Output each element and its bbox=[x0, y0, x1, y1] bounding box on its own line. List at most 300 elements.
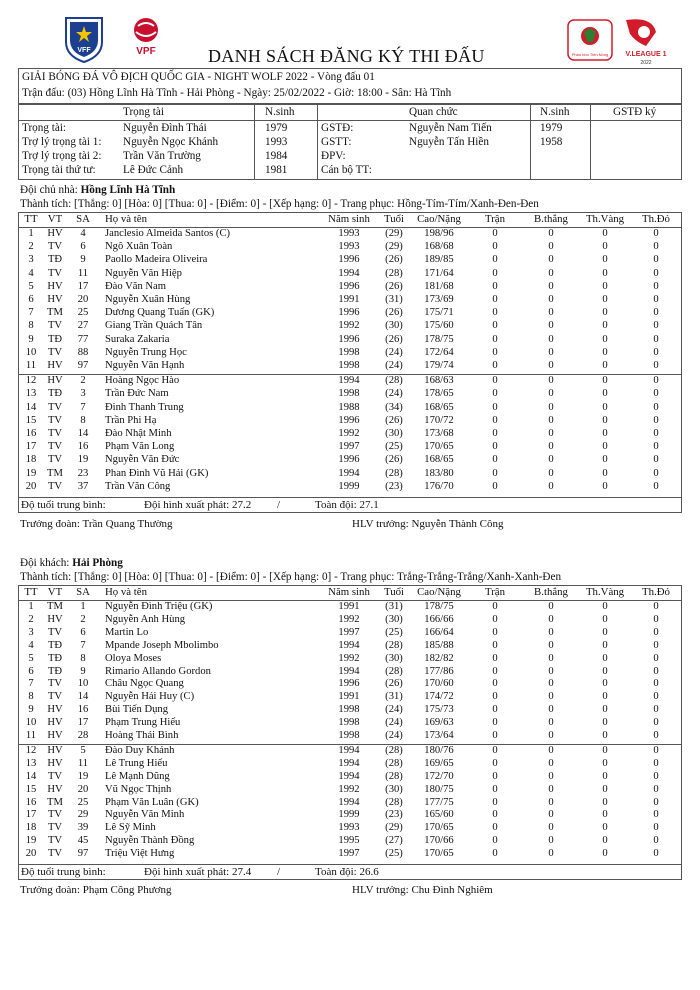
yellow-cards: 0 bbox=[602, 704, 608, 716]
avg-age-separator: / bbox=[277, 866, 281, 878]
height-weight: 180/76 bbox=[424, 744, 454, 756]
goals: 0 bbox=[548, 333, 554, 345]
shirt-order: 5 bbox=[28, 280, 34, 292]
shirt-number: 27 bbox=[77, 320, 89, 332]
yellow-cards: 0 bbox=[602, 626, 608, 638]
signature-col-header: GSTĐ ký bbox=[613, 106, 657, 118]
shirt-order: 16 bbox=[25, 428, 37, 439]
matches: 0 bbox=[492, 809, 498, 821]
player-name: Nguyễn Hải Huy (C) bbox=[105, 691, 195, 703]
goals: 0 bbox=[548, 770, 554, 782]
shirt-number: 77 bbox=[77, 333, 89, 345]
red-cards: 0 bbox=[653, 744, 659, 756]
matches: 0 bbox=[492, 267, 498, 279]
svg-text:V.LEAGUE 1: V.LEAGUE 1 bbox=[625, 51, 667, 58]
height-weight: 178/75 bbox=[424, 601, 454, 612]
red-cards: 0 bbox=[653, 601, 659, 612]
year-col-header: N.sinh bbox=[265, 106, 295, 118]
yellow-cards: 0 bbox=[602, 280, 608, 292]
matches: 0 bbox=[492, 388, 498, 400]
referee-name: Nguyễn Đình Thái bbox=[123, 122, 207, 134]
position: TV bbox=[47, 835, 63, 847]
age: (29) bbox=[385, 241, 403, 253]
shirt-order: 10 bbox=[25, 717, 37, 729]
age: (28) bbox=[385, 770, 403, 782]
svg-text:VPF: VPF bbox=[136, 46, 156, 57]
home-label: Đội chủ nhà: bbox=[20, 184, 78, 196]
position: TV bbox=[47, 414, 63, 426]
shirt-number: 10 bbox=[77, 678, 89, 690]
age: (23) bbox=[385, 480, 403, 492]
position: TV bbox=[47, 241, 63, 253]
player-name: Hoàng Thái Bình bbox=[105, 730, 179, 741]
official-role: GSTĐ: bbox=[321, 122, 354, 134]
birth-year: 1992 bbox=[338, 783, 360, 795]
player-name: Nguyễn Văn Hiệp bbox=[105, 267, 182, 279]
yellow-cards: 0 bbox=[602, 320, 608, 332]
height-weight: 198/96 bbox=[424, 228, 454, 239]
age: (26) bbox=[385, 307, 403, 319]
shirt-number: 37 bbox=[77, 480, 89, 492]
age: (23) bbox=[385, 809, 403, 821]
player-name: Nguyễn Văn Đức bbox=[105, 454, 180, 466]
goals: 0 bbox=[548, 665, 554, 677]
goals: 0 bbox=[548, 691, 554, 703]
age: (28) bbox=[385, 467, 403, 479]
table-row bbox=[19, 705, 681, 716]
shirt-order: 3 bbox=[28, 254, 34, 266]
height-weight: 165/60 bbox=[424, 809, 454, 821]
shirt-number: 8 bbox=[80, 652, 86, 664]
red-cards: 0 bbox=[653, 333, 659, 345]
player-name: Paollo Madeira Oliveira bbox=[105, 254, 208, 266]
age: (28) bbox=[385, 757, 403, 769]
table-row bbox=[19, 455, 681, 466]
goals: 0 bbox=[548, 280, 554, 292]
shirt-number: 23 bbox=[77, 467, 89, 479]
matches: 0 bbox=[492, 241, 498, 253]
age: (25) bbox=[385, 626, 403, 638]
height-weight: 170/65 bbox=[424, 441, 454, 453]
matches: 0 bbox=[492, 822, 498, 834]
height-weight: 182/82 bbox=[424, 652, 454, 664]
shirt-number: 11 bbox=[77, 267, 89, 279]
age: (31) bbox=[385, 601, 403, 612]
red-cards: 0 bbox=[653, 388, 659, 400]
age: (30) bbox=[385, 428, 403, 439]
goals: 0 bbox=[548, 428, 554, 439]
birth-year: 1994 bbox=[338, 467, 360, 479]
yellow-cards: 0 bbox=[602, 822, 608, 834]
birth-year: 1994 bbox=[338, 267, 360, 279]
player-name: Oloya Moses bbox=[105, 652, 162, 664]
shirt-number: 11 bbox=[77, 757, 89, 769]
birth-year: 1994 bbox=[338, 796, 360, 808]
goals: 0 bbox=[548, 414, 554, 426]
red-cards: 0 bbox=[653, 704, 659, 716]
birth-year: 1998 bbox=[338, 717, 360, 729]
red-cards: 0 bbox=[653, 428, 659, 439]
position: TV bbox=[47, 848, 63, 860]
yellow-cards: 0 bbox=[602, 809, 608, 821]
birth-year: 1996 bbox=[338, 307, 360, 319]
shirt-order: 3 bbox=[28, 626, 34, 638]
page-title: DANH SÁCH ĐĂNG KÝ THI ĐẤU bbox=[208, 46, 485, 66]
player-name: Martin Lo bbox=[105, 626, 149, 638]
birth-year: 1994 bbox=[338, 770, 360, 782]
table-row bbox=[19, 772, 681, 783]
shirt-order: 20 bbox=[25, 848, 37, 860]
position: HV bbox=[47, 294, 63, 305]
red-cards: 0 bbox=[653, 848, 659, 860]
red-cards: 0 bbox=[653, 401, 659, 413]
shirt-number: 1 bbox=[80, 601, 86, 612]
avg-age-start: Đội hình xuất phát: 27.4 bbox=[144, 866, 252, 878]
shirt-order: 15 bbox=[25, 783, 37, 795]
height-weight: 175/73 bbox=[424, 704, 454, 716]
position: TV bbox=[47, 346, 63, 358]
goals: 0 bbox=[548, 360, 554, 371]
matches: 0 bbox=[492, 320, 498, 332]
matches: 0 bbox=[492, 294, 498, 305]
table-row bbox=[19, 849, 681, 860]
svg-text:Phân bón Tiến Nông: Phân bón Tiến Nông bbox=[571, 52, 609, 57]
shirt-order: 19 bbox=[25, 835, 37, 847]
table-row bbox=[19, 335, 681, 346]
table-row bbox=[19, 746, 681, 757]
referee-role: Trợ lý trọng tài 2: bbox=[22, 150, 102, 162]
birth-year-header: Năm sinh bbox=[328, 213, 370, 225]
position: TV bbox=[47, 267, 63, 279]
player-name: Ngô Xuân Toàn bbox=[105, 241, 173, 253]
shirt-order: 18 bbox=[25, 454, 37, 466]
goals: 0 bbox=[548, 401, 554, 413]
player-name: Vũ Ngọc Thịnh bbox=[105, 783, 172, 795]
matches: 0 bbox=[492, 678, 498, 690]
table-row bbox=[19, 429, 681, 440]
height-weight: 168/68 bbox=[424, 241, 454, 253]
shirt-number: 14 bbox=[77, 428, 89, 439]
shirt-order: 9 bbox=[28, 704, 34, 716]
matches: 0 bbox=[492, 770, 498, 782]
player-name-header: Họ và tên bbox=[105, 213, 147, 225]
shirt-order: 8 bbox=[28, 691, 34, 703]
referee-role: Trọng tài thứ tư: bbox=[22, 164, 96, 176]
yellow-cards: 0 bbox=[602, 652, 608, 664]
player-name: Triệu Việt Hưng bbox=[105, 848, 175, 860]
red-cards: 0 bbox=[653, 346, 659, 358]
table-row bbox=[19, 602, 681, 613]
position: TV bbox=[47, 480, 63, 492]
goals-header: B.thắng bbox=[534, 586, 568, 598]
avg-age-team: Toàn đội: 26.6 bbox=[315, 866, 379, 878]
player-name: Đào Duy Khánh bbox=[105, 744, 175, 756]
matches: 0 bbox=[492, 454, 498, 466]
table-row bbox=[19, 376, 681, 387]
yellow-cards: 0 bbox=[602, 454, 608, 466]
official-role: Cán bộ TT: bbox=[321, 164, 372, 176]
red-cards: 0 bbox=[653, 717, 659, 729]
position: HV bbox=[47, 757, 63, 769]
referee-role: Trọng tài: bbox=[22, 122, 67, 134]
matches: 0 bbox=[492, 665, 498, 677]
shirt-order: 17 bbox=[25, 441, 37, 453]
table-row bbox=[19, 654, 681, 665]
yellow-cards: 0 bbox=[602, 467, 608, 479]
yellow-cards: 0 bbox=[602, 307, 608, 319]
position: TV bbox=[47, 441, 63, 453]
matches: 0 bbox=[492, 428, 498, 439]
age: (26) bbox=[385, 678, 403, 690]
position: TĐ bbox=[47, 639, 63, 651]
shirt-order: 14 bbox=[25, 401, 37, 413]
height-weight: 176/70 bbox=[424, 480, 454, 492]
player-name: Lê Sỹ Minh bbox=[105, 822, 156, 834]
table-row bbox=[19, 785, 681, 796]
shirt-number: 25 bbox=[77, 796, 89, 808]
red-cards: 0 bbox=[653, 809, 659, 821]
birth-year: 1996 bbox=[338, 414, 360, 426]
red-cards: 0 bbox=[653, 294, 659, 305]
age: (24) bbox=[385, 704, 403, 716]
referee-year: 1984 bbox=[265, 150, 288, 162]
competition-line: GIẢI BÓNG ĐÁ VÔ ĐỊCH QUỐC GIA - NIGHT WOLF 2022 - Vòng đấu 01 bbox=[22, 71, 375, 83]
goals: 0 bbox=[548, 613, 554, 625]
birth-year: 1996 bbox=[338, 333, 360, 345]
player-name: Phạm Văn Luân (GK) bbox=[105, 796, 199, 808]
shirt-number: 2 bbox=[80, 375, 86, 387]
player-name: Nguyễn Văn Minh bbox=[105, 809, 185, 821]
matches-header: Trận bbox=[484, 586, 505, 598]
yellow-cards: 0 bbox=[602, 835, 608, 847]
position: TV bbox=[47, 809, 63, 821]
shirt-order: 18 bbox=[25, 822, 37, 834]
shirt-number: 39 bbox=[77, 822, 89, 834]
shirt-order-header: TT bbox=[24, 586, 38, 598]
shirt-order: 11 bbox=[25, 730, 37, 741]
age: (28) bbox=[385, 375, 403, 387]
home-record: Thành tích: [Thắng: 0] [Hòa: 0] [Thua: 0] - [Điểm: 0] - [Xếp hạng: 0] - Trang phục: Hồng-Tím-Tím/Xanh-Đen-Đen bbox=[20, 198, 539, 210]
age: (25) bbox=[385, 848, 403, 860]
birth-year: 1998 bbox=[338, 704, 360, 716]
red-cards: 0 bbox=[653, 613, 659, 625]
yellow-cards: 0 bbox=[602, 375, 608, 387]
birth-year-header: Năm sinh bbox=[328, 586, 370, 598]
referee-col-header: Trọng tài bbox=[123, 106, 164, 118]
table-row bbox=[19, 679, 681, 690]
position: HV bbox=[47, 704, 63, 716]
table-row bbox=[19, 667, 681, 678]
age: (30) bbox=[385, 320, 403, 332]
height-weight: 169/63 bbox=[424, 717, 454, 729]
yellow-cards: 0 bbox=[602, 346, 608, 358]
player-name: Đào Nhật Minh bbox=[105, 428, 172, 439]
goals: 0 bbox=[548, 652, 554, 664]
shirt-number: 17 bbox=[77, 717, 89, 729]
goals: 0 bbox=[548, 254, 554, 266]
table-row bbox=[19, 469, 681, 480]
shirt-number: 7 bbox=[80, 639, 86, 651]
red-cards: 0 bbox=[653, 241, 659, 253]
vpf-logo-icon bbox=[126, 14, 166, 64]
birth-year: 1996 bbox=[338, 454, 360, 466]
red-cards-header: Th.Đỏ bbox=[642, 586, 670, 598]
table-row bbox=[19, 308, 681, 319]
goals: 0 bbox=[548, 320, 554, 332]
shirt-number: 97 bbox=[77, 848, 89, 860]
red-cards: 0 bbox=[653, 835, 659, 847]
matches: 0 bbox=[492, 744, 498, 756]
birth-year: 1996 bbox=[338, 280, 360, 292]
goals: 0 bbox=[548, 467, 554, 479]
age: (26) bbox=[385, 254, 403, 266]
yellow-cards: 0 bbox=[602, 665, 608, 677]
player-name: Mpande Joseph Mbolimbo bbox=[105, 639, 219, 651]
position: TĐ bbox=[47, 254, 63, 266]
yellow-cards: 0 bbox=[602, 757, 608, 769]
yellow-cards: 0 bbox=[602, 414, 608, 426]
yellow-cards: 0 bbox=[602, 294, 608, 305]
svg-text:VFF: VFF bbox=[77, 47, 91, 54]
home-team-title bbox=[20, 184, 175, 196]
shirt-order: 4 bbox=[28, 267, 34, 279]
position: HV bbox=[47, 744, 63, 756]
age: (24) bbox=[385, 360, 403, 371]
table-row bbox=[19, 361, 681, 372]
shirt-number: 19 bbox=[77, 454, 89, 466]
shirt-order: 7 bbox=[28, 678, 34, 690]
position-header: VT bbox=[47, 586, 63, 598]
player-name: Nguyễn Anh Hùng bbox=[105, 613, 186, 625]
goals: 0 bbox=[548, 267, 554, 279]
birth-year: 1994 bbox=[338, 639, 360, 651]
away-coach: HLV trưởng: Chu Đình Nghiêm bbox=[352, 884, 493, 896]
age: (24) bbox=[385, 730, 403, 741]
player-name: Janclesio Almeida Santos (C) bbox=[105, 228, 231, 239]
goals: 0 bbox=[548, 835, 554, 847]
red-cards: 0 bbox=[653, 678, 659, 690]
table-row bbox=[19, 295, 681, 306]
goals: 0 bbox=[548, 480, 554, 492]
age: (30) bbox=[385, 783, 403, 795]
shirt-number: 16 bbox=[77, 441, 89, 453]
birth-year: 1994 bbox=[338, 757, 360, 769]
red-cards: 0 bbox=[653, 783, 659, 795]
matches: 0 bbox=[492, 467, 498, 479]
position: TĐ bbox=[47, 665, 63, 677]
shirt-order: 10 bbox=[25, 346, 37, 358]
shirt-order: 11 bbox=[25, 360, 37, 371]
birth-year: 1992 bbox=[338, 613, 360, 625]
birth-year: 1998 bbox=[338, 346, 360, 358]
height-weight: 177/86 bbox=[424, 665, 454, 677]
yellow-cards-header: Th.Vàng bbox=[585, 586, 625, 598]
shirt-number: 25 bbox=[77, 307, 89, 319]
referee-year: 1979 bbox=[265, 122, 288, 134]
shirt-order: 6 bbox=[28, 665, 34, 677]
age-header: Tuổi bbox=[383, 213, 404, 225]
age: (29) bbox=[385, 228, 403, 239]
table-header bbox=[19, 214, 681, 225]
player-name: Trần Phi Hạ bbox=[105, 414, 157, 426]
age: (24) bbox=[385, 388, 403, 400]
goals: 0 bbox=[548, 744, 554, 756]
position: TĐ bbox=[47, 652, 63, 664]
birth-year: 1992 bbox=[338, 320, 360, 332]
match-line: Trận đấu: (03) Hồng Lĩnh Hà Tĩnh - Hải Phòng - Ngày: 25/02/2022 - Giờ: 18:00 - Sân: Hà Tĩnh bbox=[22, 87, 452, 99]
shirt-number: 7 bbox=[80, 401, 86, 413]
goals: 0 bbox=[548, 822, 554, 834]
height-weight-header: Cao/Nặng bbox=[417, 213, 461, 225]
table-row bbox=[19, 442, 681, 453]
birth-year: 1993 bbox=[338, 228, 360, 239]
red-cards: 0 bbox=[653, 626, 659, 638]
shirt-order: 20 bbox=[25, 480, 37, 492]
height-weight: 173/69 bbox=[424, 294, 454, 305]
age: (26) bbox=[385, 414, 403, 426]
birth-year: 1999 bbox=[338, 809, 360, 821]
red-cards: 0 bbox=[653, 730, 659, 741]
age: (28) bbox=[385, 639, 403, 651]
height-weight: 166/64 bbox=[424, 626, 454, 638]
birth-year: 1994 bbox=[338, 665, 360, 677]
player-name: Châu Ngọc Quang bbox=[105, 678, 184, 690]
red-cards: 0 bbox=[653, 267, 659, 279]
table-row bbox=[19, 759, 681, 770]
goals: 0 bbox=[548, 848, 554, 860]
position: TĐ bbox=[47, 388, 63, 400]
matches: 0 bbox=[492, 401, 498, 413]
matches-header: Trận bbox=[484, 213, 505, 225]
height-weight: 173/68 bbox=[424, 428, 454, 439]
height-weight: 181/68 bbox=[424, 280, 454, 292]
age: (31) bbox=[385, 691, 403, 703]
height-weight: 178/65 bbox=[424, 388, 454, 400]
goals: 0 bbox=[548, 704, 554, 716]
position: TM bbox=[47, 307, 63, 319]
position: TV bbox=[47, 428, 63, 439]
yellow-cards: 0 bbox=[602, 480, 608, 492]
shirt-number: 2 bbox=[80, 613, 86, 625]
goals: 0 bbox=[548, 757, 554, 769]
shirt-order: 2 bbox=[28, 241, 34, 253]
shirt-number: 28 bbox=[77, 730, 89, 741]
player-name: Giang Trần Quách Tân bbox=[105, 320, 203, 332]
yellow-cards: 0 bbox=[602, 691, 608, 703]
shirt-number: 20 bbox=[77, 783, 89, 795]
height-weight: 179/74 bbox=[424, 360, 454, 371]
height-weight: 175/71 bbox=[424, 307, 454, 319]
goals: 0 bbox=[548, 241, 554, 253]
age: (26) bbox=[385, 280, 403, 292]
height-weight: 170/65 bbox=[424, 822, 454, 834]
matches: 0 bbox=[492, 730, 498, 741]
table-row bbox=[19, 482, 681, 493]
height-weight: 183/80 bbox=[424, 467, 454, 479]
red-cards: 0 bbox=[653, 691, 659, 703]
red-cards: 0 bbox=[653, 254, 659, 266]
table-row bbox=[19, 282, 681, 293]
height-weight: 173/64 bbox=[424, 730, 454, 741]
matches: 0 bbox=[492, 228, 498, 239]
position: TV bbox=[47, 822, 63, 834]
position: TM bbox=[47, 796, 63, 808]
yellow-cards: 0 bbox=[602, 613, 608, 625]
official-role: GSTT: bbox=[321, 136, 352, 148]
home-player-table bbox=[18, 212, 682, 498]
table-row bbox=[19, 348, 681, 359]
table-row bbox=[19, 823, 681, 834]
